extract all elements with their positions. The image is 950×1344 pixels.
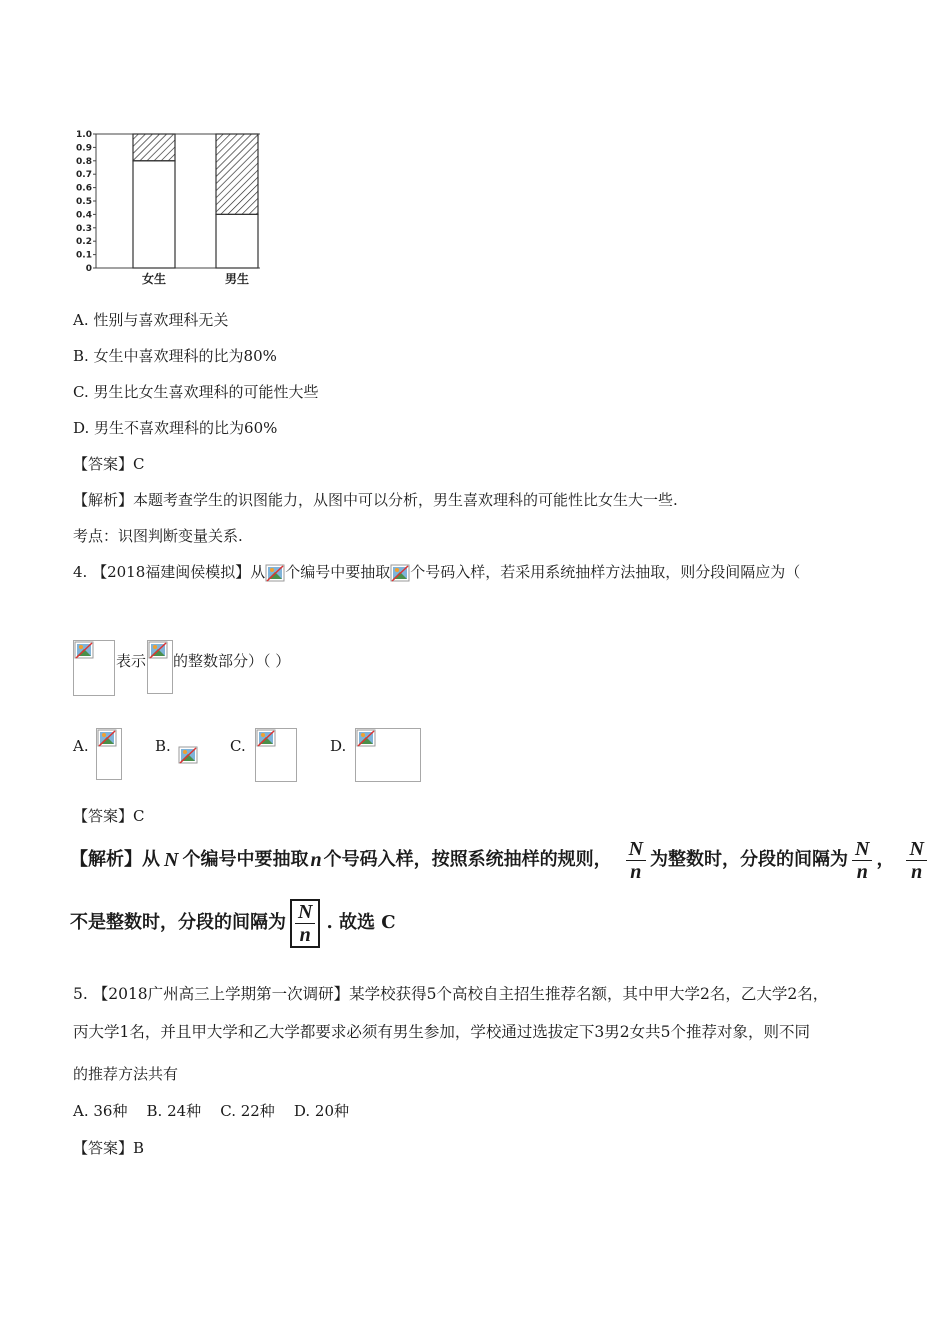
y-tick-label: 1.0 bbox=[76, 130, 92, 140]
fraction-numerator: N bbox=[295, 901, 315, 924]
q4-stem-part2: 个编号中要抽取 bbox=[285, 563, 391, 581]
broken-image-icon bbox=[96, 728, 122, 780]
q4-stem-part4: 表示 bbox=[116, 652, 147, 670]
q5-line1: 5. 【2018广州高三上学期第一次调研】某学校获得5个高校自主招生推荐名额，其中甲大学2名，乙大学2名， bbox=[73, 985, 829, 1003]
q4-option-d-label: D. bbox=[330, 737, 347, 755]
q4-option-a-label: A. bbox=[73, 737, 89, 755]
q4-stem-part3: 个号码入样，若采用系统抽样方法抽取，则分段间隔应为（ bbox=[410, 563, 801, 581]
fraction-numerator: N bbox=[852, 838, 872, 861]
math-n: n bbox=[310, 849, 322, 871]
option-a: A. 性别与喜欢理科无关 bbox=[73, 311, 229, 329]
analysis-q4-part6: 不是整数时，分段的间隔为 bbox=[70, 912, 286, 933]
math-N: N bbox=[164, 849, 179, 871]
analysis-q4-part4: 为整数时，分段的间隔为 bbox=[650, 849, 849, 870]
analysis-q4-part3: 个号码入样，按照系统抽样的规则， bbox=[323, 849, 612, 870]
q5-options: A. 36种 B. 24种 C. 22种 D. 20种 bbox=[73, 1102, 349, 1120]
broken-image-icon bbox=[265, 564, 285, 582]
q4-option-c-label: C. bbox=[230, 737, 246, 755]
analysis-q4-part5: ， bbox=[876, 849, 895, 870]
bar-segment-hatched bbox=[216, 134, 258, 214]
fraction-numerator: N bbox=[626, 838, 646, 861]
y-tick-label: 0.5 bbox=[76, 197, 92, 207]
bar-chart bbox=[60, 120, 280, 290]
fraction-denominator: n bbox=[299, 923, 311, 946]
y-tick-label: 0.9 bbox=[76, 143, 92, 154]
q4-stem bbox=[73, 562, 800, 582]
analysis-q4-line2 bbox=[70, 894, 396, 952]
fraction-N-over-n bbox=[295, 901, 315, 946]
y-tick-label: 0.8 bbox=[76, 156, 92, 167]
q5-line2: 丙大学1名，并且甲大学和乙大学都要求必须有男生参加，学校通过选拔定下3男2女共5个推荐对象，则不同 bbox=[73, 1023, 810, 1041]
bar-segment-white bbox=[133, 161, 175, 268]
y-tick-label: 0.7 bbox=[76, 170, 92, 181]
bar-segment-hatched bbox=[133, 134, 175, 161]
x-category-label: 女生 bbox=[141, 272, 167, 286]
analysis-q4-line1 bbox=[70, 832, 931, 888]
x-category-label: 男生 bbox=[224, 272, 250, 286]
y-tick-label: 0.4 bbox=[76, 210, 92, 221]
broken-image-icon bbox=[73, 640, 115, 696]
fraction-denominator: n bbox=[911, 860, 923, 883]
bar-segment-white bbox=[216, 214, 258, 268]
q5-line3: 的推荐方法共有 bbox=[73, 1065, 179, 1083]
kaodian-q3: 考点：识图判断变量关系. bbox=[73, 527, 243, 545]
analysis-q4-part1: 【解析】从 bbox=[70, 849, 160, 870]
fraction-N-over-n bbox=[852, 838, 872, 883]
broken-image-icon bbox=[355, 728, 421, 782]
broken-image-icon bbox=[147, 640, 173, 694]
y-tick-label: 0.1 bbox=[76, 250, 92, 261]
option-b: B. 女生中喜欢理科的比为80% bbox=[73, 347, 277, 365]
analysis-q3: 【解析】本题考查学生的识图能力，从图中可以分析，男生喜欢理科的可能性比女生大一些. bbox=[73, 491, 678, 509]
fraction-N-over-n bbox=[906, 838, 926, 883]
y-tick-label: 0.3 bbox=[76, 223, 92, 234]
broken-image-icon bbox=[178, 746, 198, 764]
broken-image-icon bbox=[390, 564, 410, 582]
analysis-q4-part2: 个编号中要抽取 bbox=[182, 849, 309, 870]
answer-q3: 【答案】C bbox=[73, 455, 145, 473]
fraction-denominator: n bbox=[630, 860, 642, 883]
fraction-N-over-n bbox=[626, 838, 646, 883]
q4-stem-part1: 4. 【2018福建闽侯模拟】从 bbox=[73, 563, 266, 581]
fraction-denominator: n bbox=[856, 860, 868, 883]
y-tick-label: 0.2 bbox=[76, 237, 92, 248]
option-d: D. 男生不喜欢理科的比为60% bbox=[73, 419, 278, 437]
y-tick-label: 0 bbox=[85, 264, 92, 274]
analysis-q4-part7: . 故选 C bbox=[326, 912, 396, 933]
q4-option-b-label: B. bbox=[155, 737, 171, 755]
broken-image-icon bbox=[255, 728, 297, 782]
fraction-numerator: N bbox=[906, 838, 926, 861]
answer-q5: 【答案】B bbox=[73, 1139, 145, 1157]
floor-bracket bbox=[290, 899, 320, 948]
q4-stem-part5: 的整数部分）（ ） bbox=[173, 652, 291, 670]
answer-q4: 【答案】C bbox=[73, 807, 145, 825]
option-c: C. 男生比女生喜欢理科的可能性大些 bbox=[73, 383, 319, 401]
y-tick-label: 0.6 bbox=[76, 183, 92, 194]
